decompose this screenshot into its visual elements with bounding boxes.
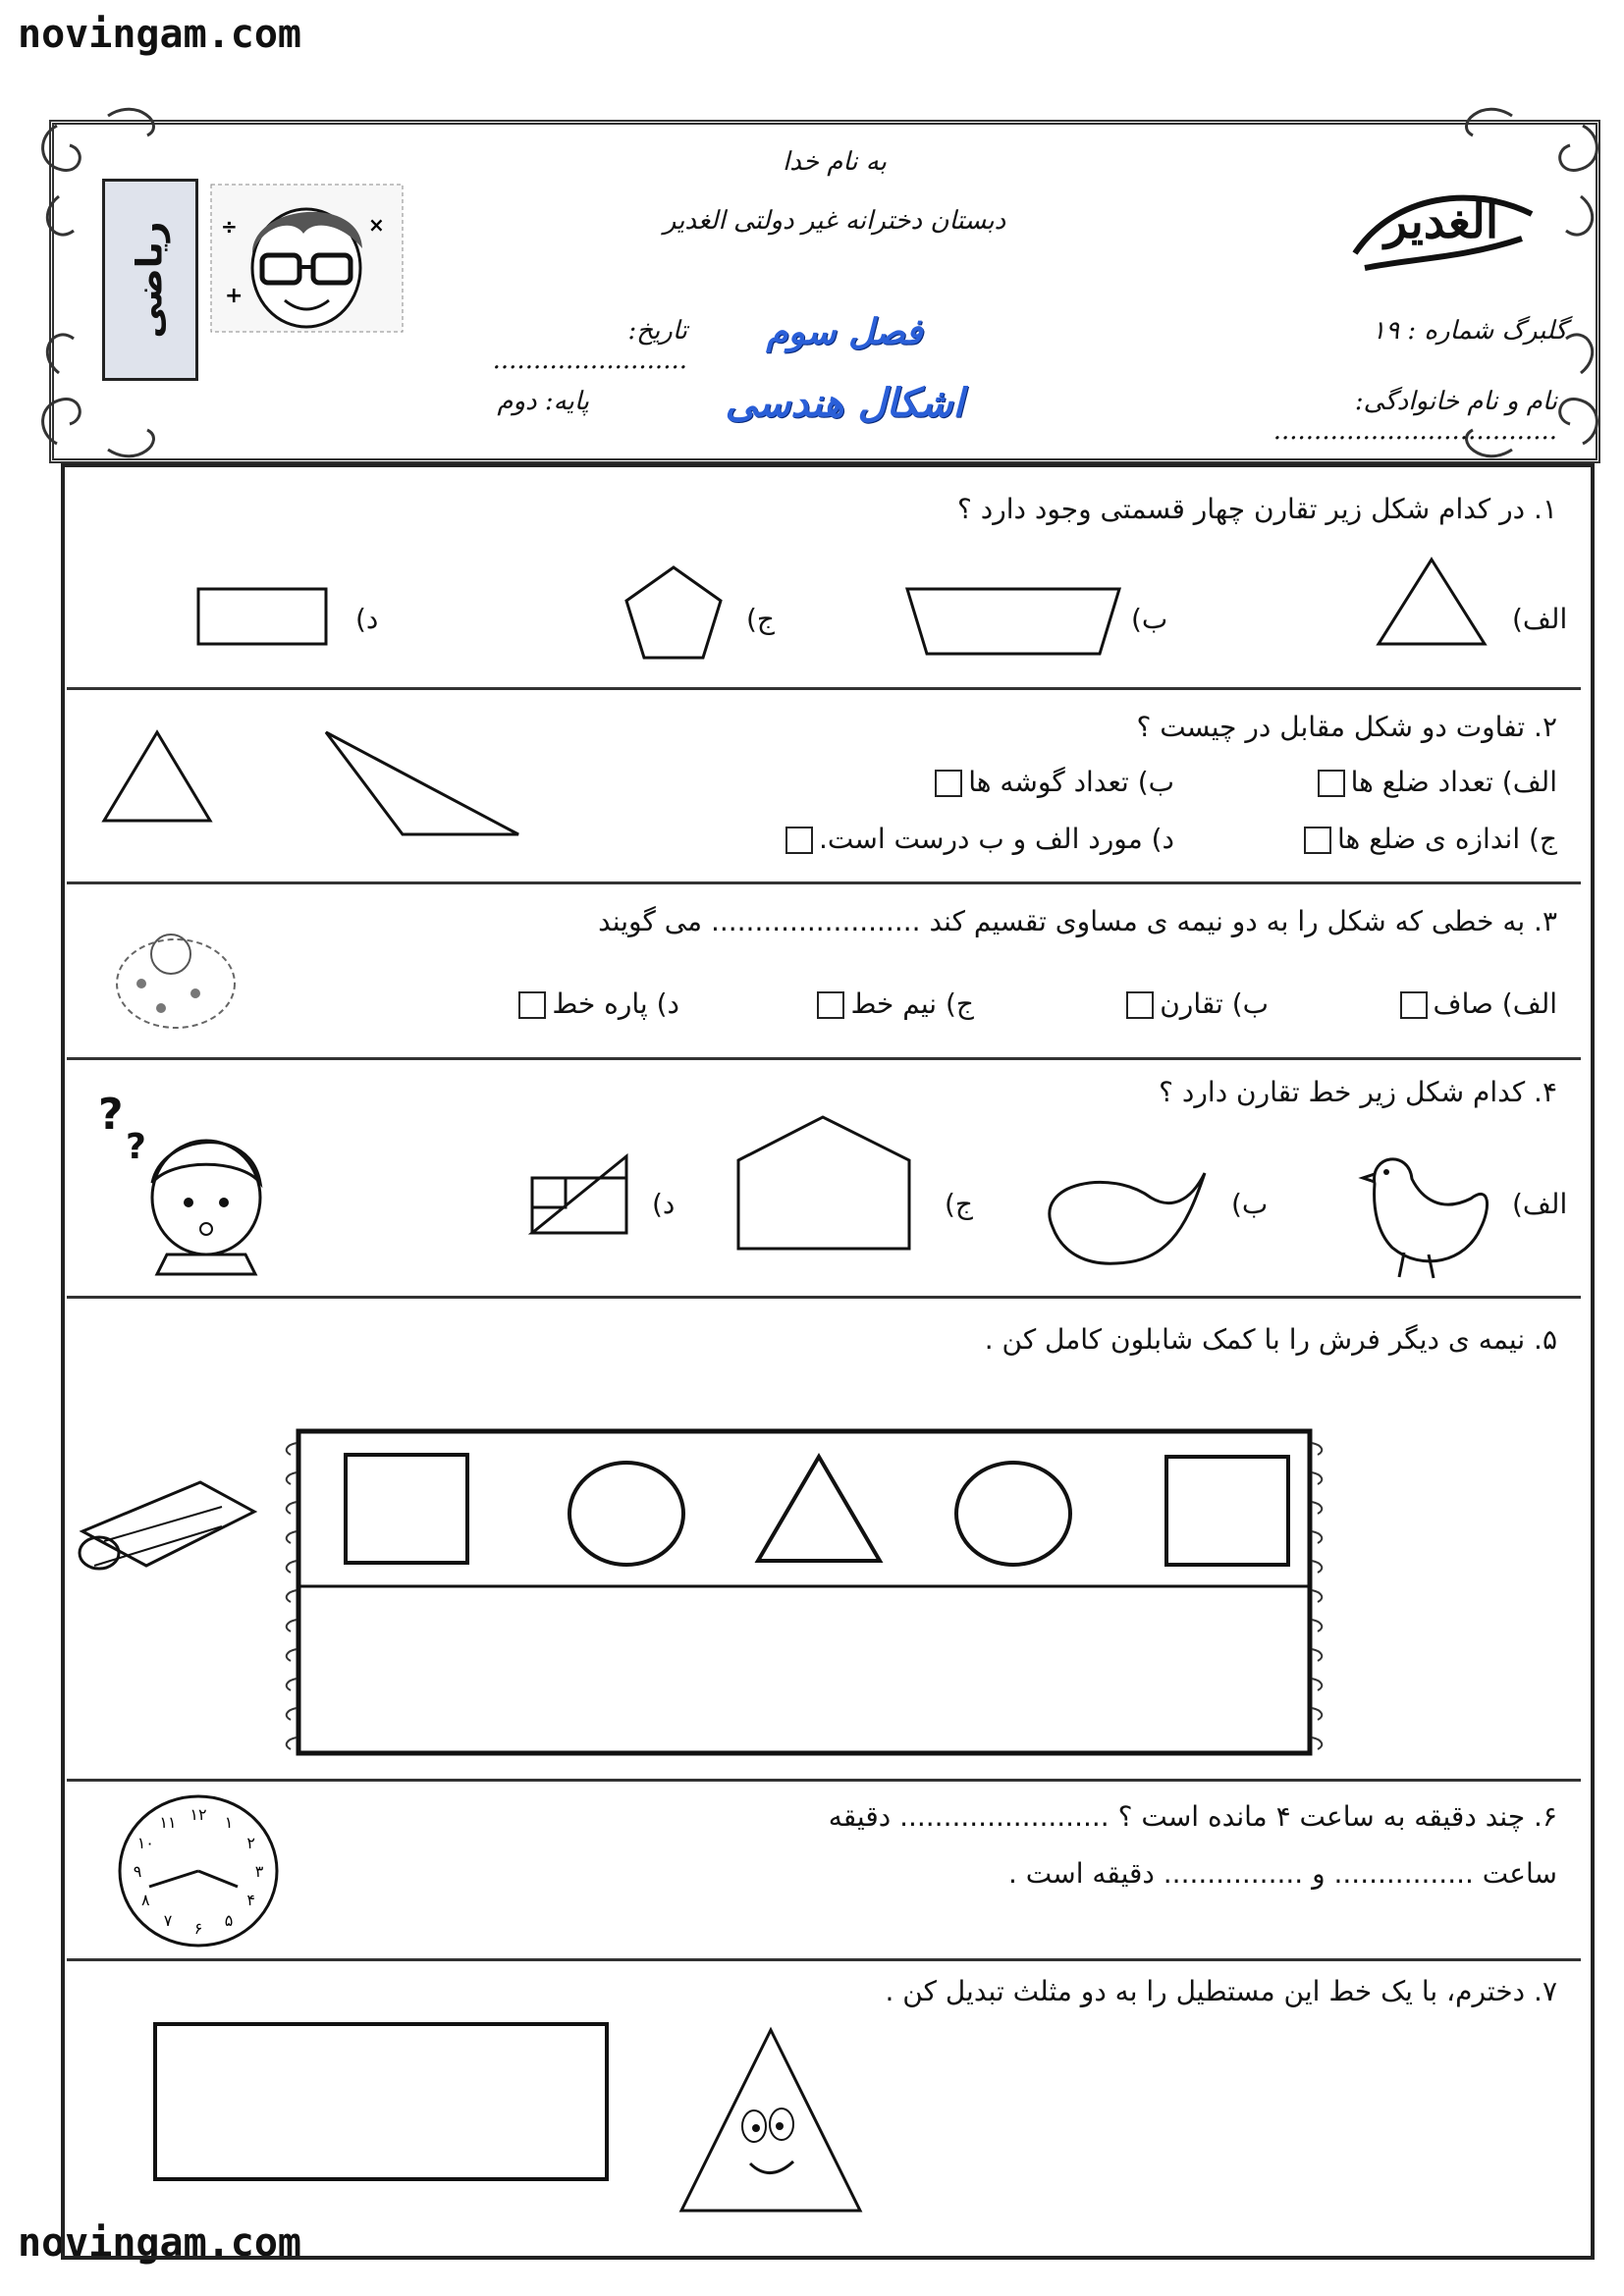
- clock-numeral: ۲: [246, 1834, 255, 1852]
- clock-numeral: ۸: [141, 1891, 150, 1909]
- q2-option-c-label: ج) اندازه ی ضلع ها: [1337, 823, 1557, 855]
- separator: [67, 1296, 1581, 1299]
- q3-option-a[interactable]: [1394, 988, 1557, 1020]
- obtuse-triangle-icon: [324, 730, 520, 838]
- clock-icon: [116, 1792, 281, 1949]
- q3-option-a-label: الف) صاف: [1433, 988, 1557, 1020]
- svg-text:?: ?: [126, 1127, 146, 1167]
- q2-option-a[interactable]: [1312, 766, 1557, 798]
- svg-text:÷: ÷: [221, 215, 238, 239]
- school-name: دبستان دخترانه غیر دولتی الغدیر: [663, 206, 1006, 236]
- q1-option-c[interactable]: ج): [746, 603, 775, 635]
- logo-text: الغدیر: [1384, 194, 1499, 249]
- q3-option-c-label: ج) نیم خط: [850, 988, 974, 1020]
- q2-option-d-label: د) مورد الف و ب درست است.: [818, 823, 1174, 855]
- smiling-triangle-icon: [677, 2026, 864, 2215]
- q3-option-b-label: ب) تقارن: [1160, 988, 1269, 1020]
- checkbox[interactable]: [785, 827, 813, 854]
- question-1-text: ۱. در کدام شکل زیر تقارن چهار قسمتی وجود دارد ؟: [956, 493, 1557, 525]
- question-6-line1: ۶. چند دقیقه به ساعت ۴ مانده است ؟ ........................ دقیقه: [828, 1800, 1557, 1833]
- clock-numeral: ۱۰: [136, 1834, 154, 1852]
- watermark-top: novingam.com: [18, 12, 301, 57]
- q1-option-b[interactable]: ب): [1131, 603, 1168, 635]
- separator: [67, 881, 1581, 884]
- subject-label: ریاضی: [130, 221, 171, 339]
- boy-with-glasses-icon: [211, 185, 403, 332]
- question-7-text: ۷. دخترم، با یک خط این مستطیل را به دو مثلث تبدیل کن .: [885, 1975, 1557, 2007]
- bismillah-text: به نام خدا: [783, 147, 887, 177]
- grade-label: پایه: دوم: [497, 387, 589, 416]
- clock-numeral: ۷: [163, 1911, 173, 1931]
- svg-text:+: +: [225, 284, 244, 308]
- q2-option-b-label: ب) تعداد گوشه ها: [968, 766, 1174, 798]
- rolled-carpet-icon: [75, 1472, 261, 1580]
- svg-text:?: ?: [98, 1090, 124, 1140]
- q4-option-a[interactable]: الف): [1512, 1188, 1568, 1220]
- equilateral-triangle-icon: [102, 730, 212, 823]
- question-6-line2: ساعت ................ و ................ دقیقه است .: [1007, 1857, 1557, 1890]
- q2-option-b[interactable]: [929, 766, 1174, 798]
- clock-numeral: ۵: [224, 1911, 234, 1931]
- school-logo: [1345, 175, 1542, 283]
- q2-option-d[interactable]: [780, 823, 1174, 855]
- separator: [67, 687, 1581, 690]
- checkbox[interactable]: [1400, 991, 1428, 1019]
- topic-title: اشکال هندسی: [725, 381, 964, 426]
- clock-numeral: ۱۱: [159, 1812, 177, 1832]
- clock-numeral: ۴: [246, 1891, 255, 1909]
- clock-numeral: ۱: [224, 1812, 234, 1832]
- q3-option-b[interactable]: [1120, 988, 1269, 1020]
- question-4-text: ۴. کدام شکل زیر خط تقارن دارد ؟: [1159, 1076, 1557, 1108]
- q2-option-c[interactable]: [1298, 823, 1557, 855]
- clock-numeral: ۹: [133, 1862, 142, 1881]
- q3-option-d-label: د) پاره خط: [552, 988, 679, 1020]
- clock-numeral: ۶: [193, 1919, 203, 1938]
- question-3-text: ۳. به خطی که شکل را به دو نیمه ی مساوی تقسیم کند ........................ می گویند: [598, 905, 1557, 937]
- q3-option-c[interactable]: [811, 988, 974, 1020]
- subject-box: [102, 179, 198, 381]
- q1-option-a[interactable]: الف): [1512, 603, 1568, 635]
- q3-option-d[interactable]: [513, 988, 679, 1020]
- sheet-number: گلبرگ شماره : ۱۹: [1372, 316, 1567, 346]
- trapezoid-shape-icon: [905, 587, 1121, 656]
- question-5-text: ۵. نیمه ی دیگر فرش را با کمک شابلون کامل کن .: [984, 1323, 1557, 1356]
- svg-text:×: ×: [368, 213, 385, 237]
- q2-option-a-label: الف) تعداد ضلع ها: [1350, 766, 1557, 798]
- date-field[interactable]: تاریخ: ........................: [492, 316, 687, 375]
- leopard-illustration-icon: [102, 915, 249, 1042]
- house-shape-icon: [736, 1115, 911, 1251]
- q4-option-b[interactable]: ب): [1231, 1188, 1269, 1220]
- clock-numeral: ۳: [254, 1862, 264, 1881]
- watermark-bottom: novingam.com: [18, 2220, 301, 2266]
- checkbox[interactable]: [1304, 827, 1331, 854]
- checkbox[interactable]: [935, 770, 962, 797]
- rectangle-to-divide[interactable]: [153, 2022, 609, 2181]
- checkbox[interactable]: [1318, 770, 1345, 797]
- separator: [67, 1958, 1581, 1961]
- pentagon-shape-icon: [624, 565, 723, 660]
- clock-numeral: ۱۲: [189, 1805, 207, 1824]
- bird-icon: [1345, 1145, 1492, 1282]
- q4-option-d[interactable]: د): [652, 1188, 676, 1220]
- triangle-shape-icon: [1377, 558, 1487, 646]
- checkbox[interactable]: [518, 991, 546, 1019]
- separator: [67, 1779, 1581, 1782]
- name-field[interactable]: نام و نام خانوادگی: ...................................: [1272, 387, 1557, 446]
- checkbox[interactable]: [817, 991, 844, 1019]
- q4-option-c[interactable]: ج): [945, 1188, 973, 1220]
- chapter-title: فصل سوم: [766, 312, 923, 352]
- drop-shape-icon: [1043, 1168, 1210, 1266]
- checkbox[interactable]: [1126, 991, 1154, 1019]
- square-with-triangle-icon: [530, 1154, 628, 1235]
- carpet-template: [273, 1423, 1343, 1757]
- rectangle-shape-icon: [196, 587, 328, 646]
- q1-option-d[interactable]: د): [355, 603, 379, 635]
- separator: [67, 1057, 1581, 1060]
- confused-child-icon: [98, 1090, 275, 1276]
- question-2-text: ۲. تفاوت دو شکل مقابل در چیست ؟: [1136, 711, 1557, 743]
